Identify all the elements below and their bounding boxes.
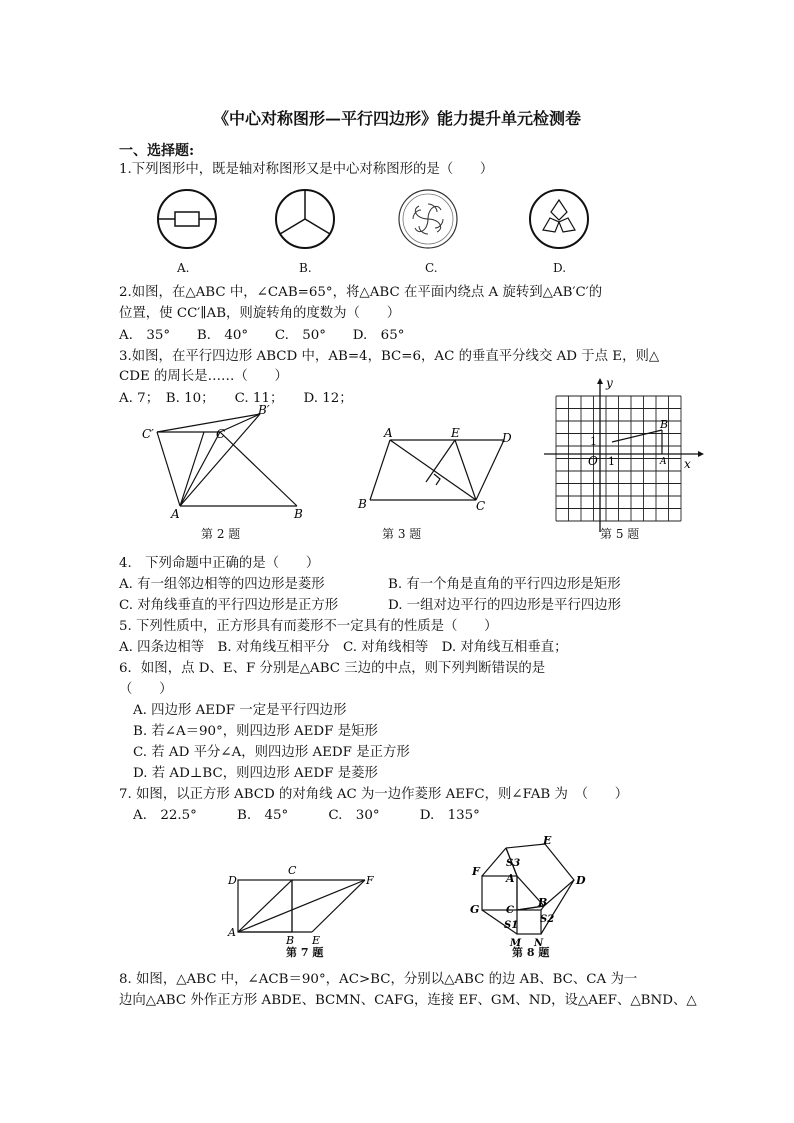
question-2-options: A. 35° B. 40° C. 50° D. 65°	[119, 328, 405, 343]
fig2-label-c: C	[216, 427, 226, 441]
caption-q5: 第 5 题	[600, 527, 640, 541]
q1-label-a: A.	[177, 261, 190, 275]
figure-q5-grid	[540, 378, 710, 538]
fig3-label-b: B	[358, 497, 367, 511]
fig5-label-a: A	[660, 457, 667, 467]
q1-figure-a	[156, 188, 218, 250]
caption-q2: 第 2 题	[201, 527, 241, 541]
caption-q3: 第 3 题	[382, 527, 422, 541]
fig3-label-d: D	[502, 431, 512, 445]
question-4-option-b: B. 有一个角是直角的平行四边形是矩形	[388, 577, 621, 592]
question-6-option-d: D. 若 AD⊥BC，则四边形 AEDF 是菱形	[133, 766, 378, 781]
q1-figure-d	[528, 188, 590, 250]
fig8-label-e: E	[543, 834, 552, 847]
fig3-label-e: E	[451, 426, 460, 440]
fig8-label-s1: S1	[504, 920, 519, 931]
fig5-label-b: B	[660, 418, 669, 431]
question-2-line2: 位置，使 CC′∥AB，则旋转角的度数为（ ）	[119, 306, 401, 321]
fig2-label-a: A	[171, 507, 180, 521]
fig8-label-n: N	[534, 938, 544, 949]
question-4-text: 4. 下列命题中正确的是（ ）	[119, 556, 320, 571]
section-heading: 一、选择题:	[119, 143, 195, 159]
document-title: 《中心对称图形—平行四边形》能力提升单元检测卷	[212, 109, 581, 128]
question-4-option-d: D. 一组对边平行的四边形是平行四边形	[388, 598, 622, 613]
fig3-label-c: C	[476, 499, 486, 513]
question-7-options: A. 22.5° B. 45° C. 30° D. 135°	[133, 808, 480, 823]
question-6-option-a: A. 四边形 AEDF 一定是平行四边形	[133, 703, 347, 718]
fig2-label-b-prime: B′	[258, 403, 270, 417]
caption-q7: 第 7 题	[286, 946, 324, 959]
fig7-label-d: D	[228, 874, 237, 887]
fig2-label-c-prime: C′	[142, 427, 154, 441]
q1-label-d: D.	[553, 261, 567, 275]
fig7-label-f: F	[366, 874, 374, 887]
fig8-label-s3: S3	[506, 858, 521, 869]
fig8-label-b: B	[538, 896, 548, 909]
fig7-label-b: B	[286, 934, 295, 947]
question-3-line1: 3.如图，在平行四边形 ABCD 中，AB=4，BC=6，AC 的垂直平分线交 AD 于点 E，则△	[119, 349, 660, 364]
figure-q8	[466, 828, 596, 948]
question-4-option-c: C. 对角线垂直的平行四边形是正方形	[119, 598, 339, 613]
question-6-line2: （ ）	[119, 682, 173, 697]
question-1-text: 1.下列图形中，既是轴对称图形又是中心对称图形的是（ ）	[119, 162, 494, 177]
q1-label-b: B.	[299, 261, 312, 275]
fig8-label-a: A	[506, 872, 515, 885]
fig5-label-y: y	[606, 376, 613, 390]
question-2-line1: 2.如图，在△ABC 中，∠CAB=65°，将△ABC 在平面内绕点 A 旋转到△AB′C′的	[119, 285, 603, 300]
figure-q2	[140, 402, 320, 522]
fig8-label-m: M	[510, 938, 522, 949]
fig5-label-o: O	[588, 454, 598, 468]
fig8-label-d: D	[576, 874, 586, 887]
question-8-line2: 边向△ABC 外作正方形 ABDE、BCMN、CAFG，连接 EF、GM、ND，设△AEF、△BND、△	[119, 993, 697, 1008]
question-6-line1: 6．如图，点 D、E、F 分别是△ABC 三边的中点，则下列判断错误的是	[119, 661, 546, 676]
caption-q8: 第 8 题	[512, 946, 550, 959]
fig7-label-a: A	[228, 926, 236, 939]
fig2-label-b: B	[294, 507, 303, 521]
figure-q7	[222, 860, 382, 946]
question-3-options: A. 7； B. 10； C. 11； D. 12；	[119, 391, 353, 406]
question-8-line1: 8. 如图，△ABC 中，∠ACB＝90°，AC>BC，分别以△ABC 的边 AB、BC、CA 为一	[119, 972, 638, 987]
fig8-label-c: C	[506, 905, 514, 916]
question-5-options: A. 四条边相等 B. 对角线互相平分 C. 对角线相等 D. 对角线互相垂直；	[119, 640, 568, 655]
fig8-label-f: F	[472, 865, 480, 878]
q1-figure-b	[274, 188, 336, 250]
fig8-label-s2: S2	[540, 914, 555, 925]
question-6-option-c: C. 若 AD 平分∠A，则四边形 AEDF 是正方形	[133, 745, 410, 760]
question-6-option-b: B. 若∠A＝90°，则四边形 AEDF 是矩形	[133, 724, 378, 739]
figure-q3	[356, 424, 526, 520]
fig3-label-a: A	[384, 426, 393, 440]
fig5-label-one-y: 1	[590, 435, 597, 448]
fig5-label-one-x: 1	[608, 455, 615, 468]
fig8-label-g: G	[470, 903, 480, 916]
q1-figure-c	[397, 188, 459, 250]
fig5-label-x: x	[684, 457, 691, 471]
question-5-text: 5. 下列性质中，正方形具有而菱形不一定具有的性质是（ ）	[119, 619, 498, 634]
question-7-text: 7. 如图，以正方形 ABCD 的对角线 AC 为一边作菱形 AEFC，则∠FAB 为 （ ）	[119, 787, 629, 802]
question-3-line2: CDE 的周长是……（ ）	[119, 369, 288, 384]
fig7-label-e: E	[312, 934, 321, 947]
fig7-label-c: C	[288, 864, 297, 877]
question-4-option-a: A. 有一组邻边相等的四边形是菱形	[119, 577, 325, 592]
q1-label-c: C.	[425, 261, 438, 275]
